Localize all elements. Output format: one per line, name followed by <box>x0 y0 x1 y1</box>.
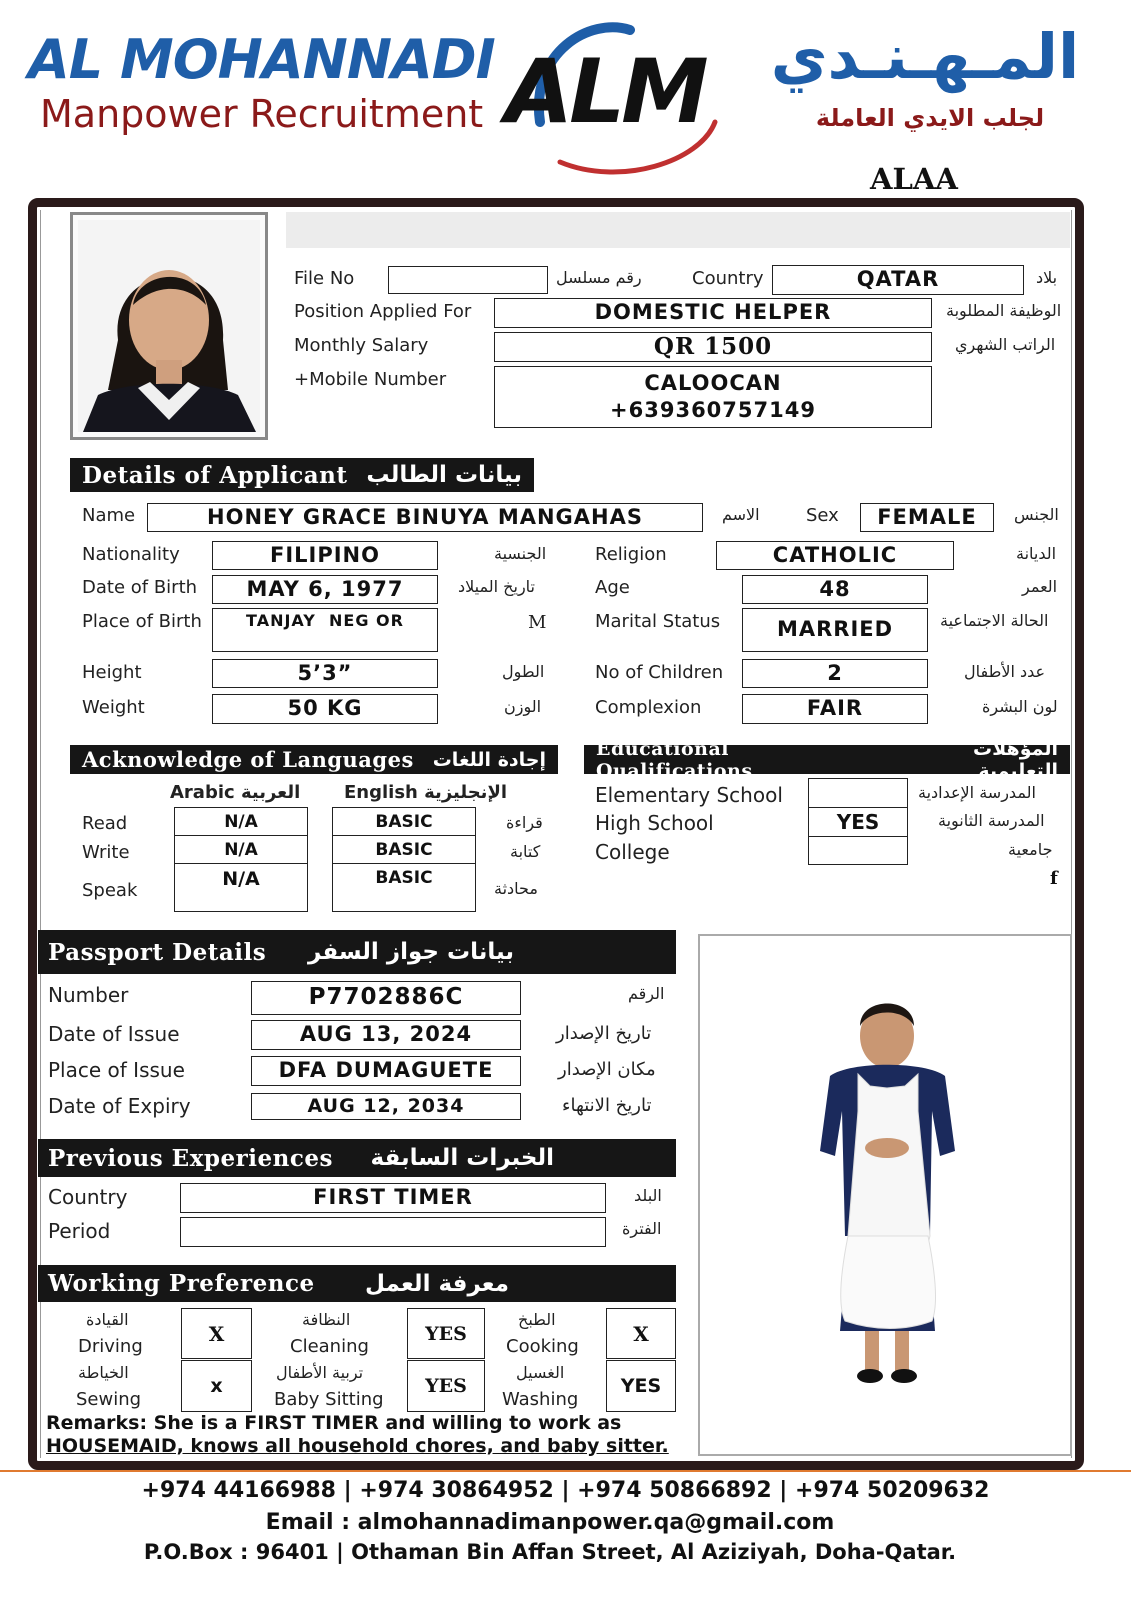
languages-title-ar: إجادة اللغات <box>432 748 546 771</box>
religion-label-ar: الديانة <box>1016 544 1057 563</box>
position-field[interactable]: DOMESTIC HELPER <box>494 298 932 328</box>
salary-label-ar: الراتب الشهري <box>955 335 1056 354</box>
lang-speak-label: Speak <box>82 880 138 901</box>
applicant-fullbody-image <box>700 936 1070 1454</box>
remarks-line-2: HOUSEMAID, knows all household chores, and baby sitter. <box>46 1435 669 1457</box>
footer-divider <box>0 1470 1131 1472</box>
elementary-label-ar: المدرسة الإعدادية <box>918 783 1036 802</box>
english-write-cell[interactable]: BASIC <box>332 835 476 864</box>
mobile-number: +639360757149 <box>610 398 816 422</box>
complexion-label: Complexion <box>595 697 702 718</box>
applicant-fullbody-photo <box>698 934 1072 1456</box>
country-label-ar: بلاد <box>1036 268 1058 287</box>
applicant-photo <box>70 212 268 440</box>
lang-read-label: Read <box>82 813 128 834</box>
preference-title-ar: معرفة العمل <box>365 1270 509 1297</box>
children-label-ar: عدد الأطفال <box>964 662 1046 681</box>
cleaning-label-ar: النظافة <box>302 1310 351 1329</box>
english-speak-cell[interactable]: BASIC <box>332 863 476 912</box>
washing-label-ar: الغسيل <box>516 1363 565 1382</box>
babysitting-label: Baby Sitting <box>274 1389 384 1410</box>
passport-issue-date-field[interactable]: AUG 13, 2024 <box>251 1020 521 1050</box>
experience-period-label-ar: الفترة <box>622 1219 662 1238</box>
pob-label: Place of Birth <box>82 611 202 632</box>
highschool-label-ar: المدرسة الثانوية <box>938 811 1045 830</box>
sewing-label-ar: الخياطة <box>78 1363 129 1382</box>
english-read-cell[interactable]: BASIC <box>332 807 476 836</box>
applicant-section-header <box>70 458 534 492</box>
passport-issue-place-label: Place of Issue <box>48 1058 185 1082</box>
pob-marker: M <box>528 612 547 633</box>
sewing-label: Sewing <box>76 1389 142 1410</box>
cleaning-label: Cleaning <box>290 1336 369 1357</box>
sex-field[interactable]: FEMALE <box>860 503 994 532</box>
college-cell[interactable] <box>808 836 908 865</box>
arabic-speak-cell[interactable]: N/A <box>174 863 308 912</box>
height-label: Height <box>82 662 142 683</box>
english-column-header: English الإنجليزية <box>344 782 508 803</box>
file-no-label-ar: رقم مسلسل <box>556 268 642 287</box>
driving-cell[interactable]: X <box>181 1308 252 1359</box>
passport-issue-date-label-ar: تاريخ الإصدار <box>556 1023 652 1044</box>
footer-phones: +974 44166988 | +974 30864952 | +974 50866892 | +974 50209632 <box>141 1478 990 1503</box>
salary-label: Monthly Salary <box>294 335 429 356</box>
marital-field[interactable]: MARRIED <box>742 608 928 652</box>
arabic-write-cell[interactable]: N/A <box>174 835 308 864</box>
experience-period-field[interactable] <box>180 1217 606 1247</box>
passport-issue-place-field[interactable]: DFA DUMAGUETE <box>251 1056 521 1086</box>
mobile-label: +Mobile Number <box>294 369 447 390</box>
highschool-cell[interactable]: YES <box>808 807 908 837</box>
passport-expiry-field[interactable]: AUG 12, 2034 <box>251 1093 521 1120</box>
passport-section-header <box>38 930 676 974</box>
cleaning-cell[interactable]: YES <box>407 1308 485 1359</box>
stray-mark: f <box>1050 868 1058 889</box>
pob-field[interactable] <box>212 608 438 652</box>
experience-title-en: Previous Experiences <box>48 1144 333 1172</box>
mobile-city: CALOOCAN <box>644 370 782 395</box>
religion-label: Religion <box>595 544 667 565</box>
applicant-title-ar: بيانات الطالب <box>366 462 522 488</box>
applicant-portrait-image <box>78 220 260 432</box>
height-field[interactable]: 5’3” <box>212 659 438 688</box>
file-no-label: File No <box>294 268 355 289</box>
sex-label: Sex <box>806 505 839 526</box>
applicant-title-en: Details of Applicant <box>82 461 348 489</box>
position-label-ar: الوظيفة المطلوبة <box>946 301 1062 320</box>
dob-label: Date of Birth <box>82 577 198 598</box>
salary-field[interactable]: QR 1500 <box>494 332 932 362</box>
complexion-field[interactable]: FAIR <box>742 694 928 724</box>
age-label-ar: العمر <box>1022 577 1058 596</box>
passport-issue-date-label: Date of Issue <box>48 1022 180 1046</box>
weight-field[interactable]: 50 KG <box>212 694 438 724</box>
experience-country-label: Country <box>48 1185 128 1209</box>
elementary-label: Elementary School <box>595 783 783 807</box>
brand-name-en: AL MOHANNADI <box>28 28 495 91</box>
cooking-label-ar: الطبخ <box>518 1310 556 1329</box>
college-label: College <box>595 840 670 864</box>
complexion-label-ar: لون البشرة <box>982 697 1058 716</box>
lang-read-label-ar: قراءة <box>506 813 543 832</box>
height-label-ar: الطول <box>502 662 545 681</box>
position-label: Position Applied For <box>294 301 472 322</box>
brand-tagline-ar: لجلب الايدي العاملة <box>815 104 1045 132</box>
driving-label: Driving <box>78 1336 143 1357</box>
washing-cell[interactable]: YES <box>606 1360 676 1412</box>
arabic-read-cell[interactable]: N/A <box>174 807 308 836</box>
agent-name: ALAA <box>870 162 958 196</box>
cooking-label: Cooking <box>506 1336 579 1357</box>
experience-section-header <box>38 1139 676 1177</box>
nationality-label: Nationality <box>82 544 180 565</box>
lang-write-label: Write <box>82 842 130 863</box>
religion-field[interactable]: CATHOLIC <box>716 541 954 570</box>
passport-expiry-label: Date of Expiry <box>48 1094 191 1118</box>
letterhead <box>0 0 1131 200</box>
languages-section-header <box>70 745 558 774</box>
age-label: Age <box>595 577 630 598</box>
preference-title-en: Working Preference <box>48 1270 315 1297</box>
passport-number-field[interactable]: P7702886C <box>251 981 521 1015</box>
highschool-label: High School <box>595 811 714 835</box>
passport-title-en: Passport Details <box>48 938 267 966</box>
lang-speak-label-ar: محادثة <box>494 879 538 898</box>
cooking-cell[interactable]: X <box>606 1308 676 1359</box>
passport-number-label: Number <box>48 983 129 1007</box>
passport-issue-place-label-ar: مكان الإصدار <box>558 1059 656 1080</box>
sex-label-ar: الجنس <box>1014 505 1059 524</box>
education-section-header <box>584 737 1070 782</box>
education-title-en: Educational Qualifications <box>596 737 753 782</box>
experience-country-field[interactable]: FIRST TIMER <box>180 1183 606 1213</box>
experience-title-ar: الخبرات السابقة <box>370 1145 554 1171</box>
experience-period-label: Period <box>48 1219 111 1243</box>
weight-label-ar: الوزن <box>504 697 542 716</box>
dob-label-ar: تاريخ الميلاد <box>458 577 535 596</box>
nationality-label-ar: الجنسية <box>494 544 547 563</box>
marital-label: Marital Status <box>595 611 721 632</box>
babysitting-cell[interactable]: YES <box>407 1360 485 1412</box>
lang-write-label-ar: كتابة <box>510 842 541 861</box>
country-field[interactable]: QATAR <box>772 265 1024 295</box>
driving-label-ar: القيادة <box>86 1310 129 1329</box>
college-label-ar: جامعية <box>1008 840 1053 859</box>
footer-address: P.O.Box : 96401 | Othaman Bin Affan Street, Al Aziziyah, Doha-Qatar. <box>143 1540 957 1564</box>
babysitting-label-ar: تربية الأطفال <box>276 1363 364 1382</box>
name-label: Name <box>82 505 136 526</box>
education-title-ar: المؤهلات التعليمية <box>973 737 1058 782</box>
marital-label-ar: الحالة الاجتماعية <box>940 611 1049 630</box>
elementary-cell[interactable] <box>808 778 908 808</box>
arabic-column-header: Arabic العربية <box>170 782 301 803</box>
mobile-field[interactable] <box>494 366 932 428</box>
washing-label: Washing <box>502 1389 579 1410</box>
footer-email: Email : almohannadimanpower.qa@gmail.com <box>265 1510 835 1535</box>
brand-name-ar: المـهـنـدي <box>770 20 1080 93</box>
passport-number-label-ar: الرقم <box>628 984 665 1003</box>
children-label: No of Children <box>595 662 724 683</box>
pob-value: TANJAY NEG OR <box>246 611 404 630</box>
children-field[interactable]: 2 <box>742 659 928 688</box>
name-field[interactable]: HONEY GRACE BINUYA MANGAHAS <box>147 503 703 532</box>
remarks-line-1: Remarks: She is a FIRST TIMER and willing to work as <box>46 1412 622 1434</box>
file-no-field[interactable] <box>388 266 548 294</box>
preference-section-header <box>38 1265 676 1302</box>
passport-expiry-label-ar: تاريخ الانتهاء <box>562 1095 652 1116</box>
name-label-ar: الاسم <box>722 505 760 524</box>
dob-field[interactable]: MAY 6, 1977 <box>212 575 438 604</box>
languages-title-en: Acknowledge of Languages <box>82 747 414 772</box>
nationality-field[interactable]: FILIPINO <box>212 541 438 570</box>
experience-country-label-ar: البلد <box>634 1186 662 1205</box>
weight-label: Weight <box>82 697 145 718</box>
top-gray-strip <box>286 212 1070 248</box>
age-field[interactable]: 48 <box>742 575 928 604</box>
country-label: Country <box>692 268 764 289</box>
passport-title-ar: بيانات جواز السفر <box>308 939 514 965</box>
sewing-cell[interactable]: x <box>181 1360 252 1412</box>
brand-tagline-en: Manpower Recruitment <box>40 92 484 136</box>
alm-logo-text: ALM <box>505 40 705 143</box>
